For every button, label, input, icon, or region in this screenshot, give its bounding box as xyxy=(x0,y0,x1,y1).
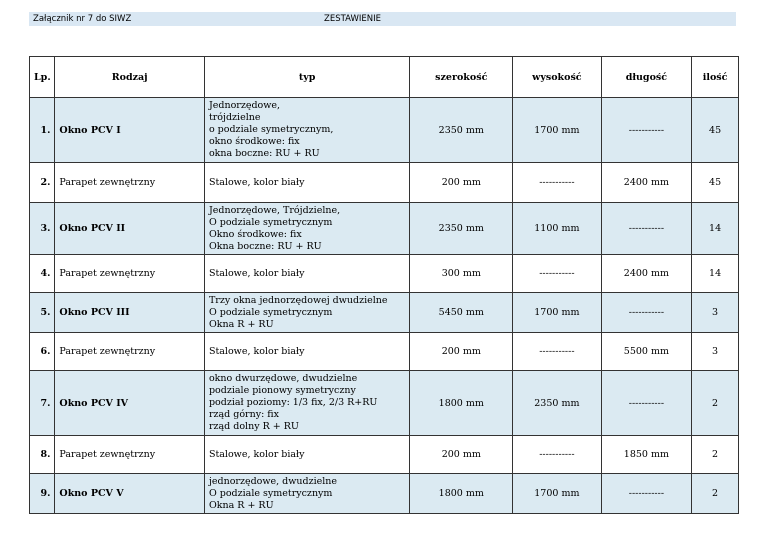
cell-szerokosc: 5450 mm xyxy=(410,293,513,333)
cell-lp: 4. xyxy=(30,255,55,293)
document-title: ZESTAWIENIE xyxy=(324,14,381,24)
typ-line: Jednorzędowe, xyxy=(208,100,281,111)
table-row xyxy=(30,474,739,514)
cell-wysokosc: 1700 mm xyxy=(513,293,601,333)
typ-line: okno środkowe: fix xyxy=(208,136,300,147)
cell-wysokosc: ----------- xyxy=(513,436,601,474)
typ-line: O podziale symetrycznym xyxy=(208,216,333,228)
typ-line: Trzy okna jednorzędowej dwudzielne xyxy=(208,294,388,306)
cell-szerokosc: 1800 mm xyxy=(410,371,513,436)
typ-line: okna boczne: RU + RU xyxy=(208,148,320,159)
cell-rodzaj: Okno PCV IV xyxy=(55,371,205,436)
cell-wysokosc: ----------- xyxy=(513,255,601,293)
typ-line: O podziale symetrycznym xyxy=(208,487,333,499)
cell-lp: 2. xyxy=(30,163,55,203)
table-header-row xyxy=(30,57,739,98)
cell-ilosc: 2 xyxy=(692,371,739,436)
typ-line: podziale pionowy symetryczny xyxy=(208,385,356,396)
typ-line: O podziale symetrycznym xyxy=(208,306,333,318)
cell-wysokosc: ----------- xyxy=(513,333,601,371)
cell-lp: 7. xyxy=(30,371,55,436)
col-header-ilosc: ilość xyxy=(692,57,739,98)
cell-typ xyxy=(204,163,409,203)
typ-line: Jednorzędowe, Trójdzielne, xyxy=(208,204,341,216)
cell-dlugosc: ----------- xyxy=(601,474,692,514)
cell-rodzaj: Okno PCV I xyxy=(55,98,205,163)
table-row xyxy=(30,436,739,474)
typ-line: Stalowe, kolor biały xyxy=(208,345,305,357)
typ-line: Stalowe, kolor biały xyxy=(208,448,305,460)
cell-rodzaj: Parapet zewnętrzny xyxy=(55,163,205,203)
cell-wysokosc: 1700 mm xyxy=(513,474,601,514)
cell-rodzaj: Okno PCV V xyxy=(55,474,205,514)
cell-wysokosc: ----------- xyxy=(513,163,601,203)
col-header-dlugosc: długość xyxy=(601,57,692,98)
cell-rodzaj: Okno PCV II xyxy=(55,203,205,255)
cell-lp: 3. xyxy=(30,203,55,255)
col-header-wysokosc: wysokość xyxy=(513,57,601,98)
cell-lp: 6. xyxy=(30,333,55,371)
typ-line: Stalowe, kolor biały xyxy=(208,267,305,279)
cell-ilosc: 45 xyxy=(692,98,739,163)
table-row xyxy=(30,163,739,203)
cell-szerokosc: 2350 mm xyxy=(410,203,513,255)
cell-ilosc: 45 xyxy=(692,163,739,203)
table-row xyxy=(30,255,739,293)
cell-rodzaj: Parapet zewnętrzny xyxy=(55,436,205,474)
cell-wysokosc: 1100 mm xyxy=(513,203,601,255)
cell-lp: 8. xyxy=(30,436,55,474)
table-row xyxy=(30,333,739,371)
cell-rodzaj: Okno PCV III xyxy=(55,293,205,333)
typ-line: Stalowe, kolor biały xyxy=(208,176,305,188)
attachment-label: Załącznik nr 7 do SIWZ xyxy=(33,14,132,24)
cell-szerokosc: 200 mm xyxy=(410,163,513,203)
cell-typ xyxy=(204,203,409,255)
cell-dlugosc: 2400 mm xyxy=(601,163,692,203)
cell-szerokosc: 2350 mm xyxy=(410,98,513,163)
cell-typ xyxy=(204,98,409,163)
document-header xyxy=(29,12,736,26)
cell-dlugosc: 1850 mm xyxy=(601,436,692,474)
cell-dlugosc: ----------- xyxy=(601,371,692,436)
cell-typ xyxy=(204,255,409,293)
cell-typ xyxy=(204,436,409,474)
cell-dlugosc: 5500 mm xyxy=(601,333,692,371)
cell-ilosc: 14 xyxy=(692,255,739,293)
cell-dlugosc: 2400 mm xyxy=(601,255,692,293)
table-row xyxy=(30,371,739,436)
cell-szerokosc: 200 mm xyxy=(410,333,513,371)
typ-line: Okna boczne: RU + RU xyxy=(208,240,322,252)
table-body xyxy=(30,98,739,514)
col-header-lp: Lp. xyxy=(30,57,55,98)
cell-rodzaj: Parapet zewnętrzny xyxy=(55,255,205,293)
cell-lp: 5. xyxy=(30,293,55,333)
typ-line: Okno środkowe: fix xyxy=(208,228,302,240)
cell-typ xyxy=(204,333,409,371)
col-header-rodzaj: Rodzaj xyxy=(55,57,205,98)
cell-ilosc: 14 xyxy=(692,203,739,255)
col-header-typ: typ xyxy=(204,57,409,98)
cell-ilosc: 3 xyxy=(692,293,739,333)
cell-szerokosc: 200 mm xyxy=(410,436,513,474)
cell-dlugosc: ----------- xyxy=(601,203,692,255)
cell-typ xyxy=(204,293,409,333)
cell-typ xyxy=(204,371,409,436)
cell-rodzaj: Parapet zewnętrzny xyxy=(55,333,205,371)
typ-line: trójdzielne xyxy=(208,112,261,123)
cell-wysokosc: 2350 mm xyxy=(513,371,601,436)
cell-lp: 1. xyxy=(30,98,55,163)
cell-lp: 9. xyxy=(30,474,55,514)
col-header-szerokosc: szerokość xyxy=(410,57,513,98)
typ-line: podział poziomy: 1/3 fix, 2/3 R+RU xyxy=(208,397,378,408)
cell-szerokosc: 300 mm xyxy=(410,255,513,293)
cell-wysokosc: 1700 mm xyxy=(513,98,601,163)
cell-szerokosc: 1800 mm xyxy=(410,474,513,514)
cell-dlugosc: ----------- xyxy=(601,293,692,333)
typ-line: o podziale symetrycznym, xyxy=(208,124,334,135)
cell-dlugosc: ----------- xyxy=(601,98,692,163)
cell-ilosc: 2 xyxy=(692,436,739,474)
typ-line: Okna R + RU xyxy=(208,318,274,330)
cell-ilosc: 2 xyxy=(692,474,739,514)
cell-ilosc: 3 xyxy=(692,333,739,371)
windows-spec-table xyxy=(29,56,739,514)
table-row xyxy=(30,293,739,333)
typ-line: jednorzędowe, dwudzielne xyxy=(208,475,338,487)
table-row xyxy=(30,203,739,255)
typ-line: rząd górny: fix xyxy=(208,409,279,420)
table-row xyxy=(30,98,739,163)
typ-line: rząd dolny R + RU xyxy=(208,421,299,432)
typ-line: Okna R + RU xyxy=(208,499,274,511)
cell-typ xyxy=(204,474,409,514)
typ-line: okno dwurzędowe, dwudzielne xyxy=(208,373,358,384)
